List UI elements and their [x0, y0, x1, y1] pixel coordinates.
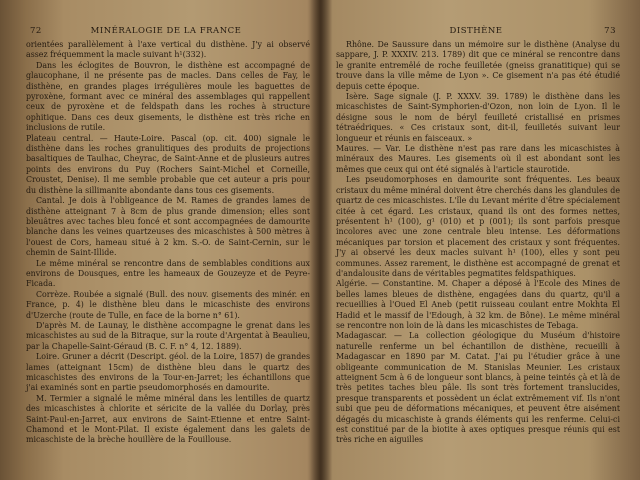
paragraph: Dans les éclogites de Bouvron, le disthène est accompagné de glaucophane, il ne présente pas de macles. Dans celles de Fay, le disthène, en grandes plages irrégulières moule les baguettes de pyroxène, formant avec ce minéral des assemblages qui rappellent ceux de pyroxène et de feldspath dans les roches à structure ophitique. Dans ces deux gisements, le disthène est très riche en inclusions de rutile. — [26, 60, 310, 133]
section-algerie: Algérie. — Constantine. M. Chaper a déposé à l'Ecole des Mines de belles lames bleues de disthène, engagées dans du quartz, qu'il a recueillies à l'Oued El Aneb (petit ruisseau coulant entre Mokhta El Hadid et le massif de l'Edough, à 32 km. de Bône). Le même minéral se rencontre non loin de là dans les micaschistes de Tebaga. — [336, 279, 620, 330]
paragraph: Loire. Gruner a décrit (Descript. géol. de la Loire, 1857) de grandes lames (atteignant 15cm) de disthène bleu dans le quartz des micaschistes des environs de la Tour-en-Jarret; les échantillons que j'ai examinés sont en partie pseudomorphosés en damourite. — [26, 352, 310, 393]
paragraph: Le même minéral se rencontre dans de semblables conditions aux environs de Dousques, entre les hameaux de Gouzeyze et de Peyre-Ficada. — [26, 258, 310, 289]
paragraph: Corrèze. Roubée a signalé (Bull. des nouv. gisements des minér. en France, p. 4) le disthène bleu dans le micaschiste des environs d'Uzerche (route de Tulle, en face de la borne n° 61). — [26, 289, 310, 320]
section-plateau-central: Plateau central. — Haute-Loire. Pascal (op. cit. 400) signale le disthène dans les roches granulitiques des produits de projections basaltiques de Taulhac, Cheyrac, de Saint-Anne et de plusieurs autres points des environs du Puy (Rochers Saint-Michel et Corneille, Croustet, Denise). Il me semble probable que cet auteur a pris pour du disthène la sillimanite abondante dans tous ces gisements. — [26, 133, 310, 195]
left-page-number: 72 — [30, 26, 42, 36]
section-madagascar: Madagascar. — La collection géologique du Muséum d'histoire naturelle renferme un bel échantillon de disthène, recueilli à Madagascar en 1890 par M. Catat. J'ai pu l'étudier grâce à une obligeante communication de M. Stanislas Meunier. Les cristaux atteignent 5cm à 6 de longueur sont blancs, à peine teintés çà et là de très petites taches bleu pâle. Ils sont très fortement translucides, presque transparents et possèdent un éclat extrêmement vif. Ils n'ont subi que peu de déformations mécaniques, et peuvent être aisément dégagés du micaschiste à grands éléments qui les renferme. Celui-ci est constitué par de la biotite à axes optiques presque réunis qui est très riche en aiguilles — [336, 331, 620, 445]
paragraph: orientées parallèlement à l'axe vertical du disthène. J'y ai observé assez fréquemment la macle suivant h¹(332). — [26, 40, 310, 60]
paragraph: Cantal. Je dois à l'obligeance de M. Rames de grandes lames de disthène atteignant 7 à 8cm de plus grande dimension; elles sont bleuâtres avec taches bleu foncé et sont accompagnées de damourite blanche dans les veines quartzeuses des micaschistes à 500 mètres à l'ouest de Cors, hameau situé à 2 km. S.-O. de Saint-Cernin, sur le chemin de Saint-Illide. — [26, 196, 310, 258]
right-page — [328, 0, 624, 480]
paragraph: D'après M. de Launay, le disthène accompagne le grenat dans les micaschistes au sud de la Bitraque, sur la route d'Argentat à Beaulieu, par la Chapelle-Saint-Géraud (B. C. F. n° 4, 12. 1889). — [26, 320, 310, 351]
paragraph: Les pseudomorphoses en damourite sont fréquentes. Les beaux cristaux du même minéral doivent être cherchés dans les glandules de quartz de ces micaschistes. L'île du Levant mérite d'être spécialement citée à cet égard. Les cristaux, quand ils ont des formes nettes, présentent h¹ (100), g¹ (010) et p (001); ils sont parfois presque incolores avec une zone centrale bleu intense. Les déformations mécaniques par torsion et placement des cristaux y sont fréquentes. J'y ai observé les deux macles suivant h¹ (100), elles y sont peu communes. Assez rarement, le disthène est accompagné de grenat et d'andalousite dans de véritables pegmatites feldspathiques. — [336, 175, 620, 278]
right-page-number: 73 — [604, 26, 616, 36]
left-page — [18, 0, 314, 480]
right-page-header: DISTHÈNE — [449, 26, 503, 36]
section-maures: Maures. — Var. Le disthène n'est pas rare dans les micaschistes à minéraux des Maures. Les gisements où il est abondant sont les mêmes que ceux qui ont été signalés à l'article staurotide. — [336, 144, 620, 174]
paragraph: Rhône. De Saussure dans un mémoire sur le disthène (Analyse du sappare, J. P. XXXIV. 213. 1789) dit que ce minéral se rencontre dans le granite entremêlé de roche feuilletée (gneiss granatitique) qui se trouve dans la ville même de Lyon ». Ce gisement n'a pas été étudié depuis cette époque. — [336, 40, 620, 91]
left-page-body — [26, 40, 310, 446]
paragraph: Isère. Sage signale (J. P. XXXV. 39. 1789) le disthène dans les micaschistes de Saint-Symphorien-d'Ozon, non loin de Lyon. Il le désigne sous le nom de béryl feuilleté cristallisé en prismes tétraédriques. « Ces cristaux sont, dit-il, feuilletés suivant leur longueur et réunis en faisceaux. » — [336, 92, 620, 143]
right-page-body — [336, 40, 620, 446]
left-page-header: MINÉRALOGIE DE LA FRANCE — [90, 26, 242, 36]
paragraph: M. Termier a signalé le même minéral dans les lentilles de quartz des micaschistes à chlorite et séricite de la vallée du Dorlay, près Saint-Paul-en-Jarret, aux environs de Saint-Etienne et entre Saint-Chamond et le Mont-Pilat. Il existe également dans les galets de micaschiste de la brèche houillère de la Fouillouse. — [26, 393, 310, 445]
